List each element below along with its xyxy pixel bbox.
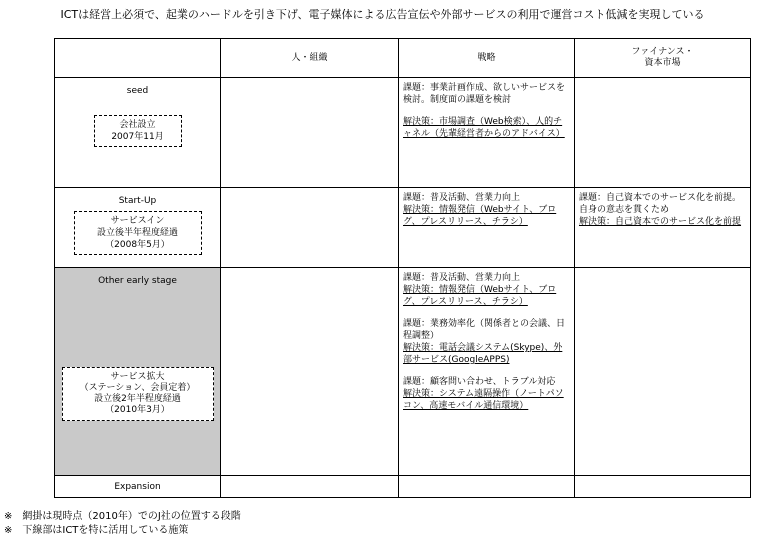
item-text: 情報発信（Webサイト、ブログ、プレスリリース、チラシ） [403,205,557,227]
strategy-item [399,342,574,366]
milestone-box: サービス拡大 （ステーション、会員定着） 設立後2年半程度経過 （2010年3月） [62,367,214,421]
finance-cell-seed [575,78,751,188]
row-seed [55,78,751,188]
item-text: システム遠隔操作（ノートパソコン、高速モバイル通信環境） [403,389,564,411]
stage-name: Expansion [114,482,161,492]
strategy-cell-other-early-stage [399,268,575,476]
item-label: 解決策： [403,117,440,127]
item-text: 自己資本でのサービス化を前提。自身の意志を貫くため [579,193,742,215]
footnote-shading: ※ 網掛は現時点（2010年）でのJ社の位置する段階 [4,511,241,522]
strategy-item [399,284,574,308]
finance-cell-expansion [575,476,751,498]
strategy-cell-expansion [399,476,575,498]
stage-name: seed [126,86,149,96]
stage-name: Start-Up [118,196,157,206]
item-label: 解決策： [403,343,440,353]
header-finance [575,39,751,78]
header-people-org: 人・組織 [221,39,399,78]
header-strategy: 戦略 [399,39,575,78]
people-cell-expansion [221,476,399,498]
strategy-item [399,366,574,388]
strategy-item [399,268,574,284]
strategy-item [399,308,574,342]
item-label: 課題： [403,319,431,329]
item-label: 解決策： [403,389,440,399]
stage-cell-seed [55,78,221,188]
finance-item [575,188,750,216]
item-label: 課題： [403,377,431,387]
item-text: 情報発信（Webサイト、ブログ、プレスリリース、チラシ） [403,285,557,307]
header-stage-cell [55,39,221,78]
item-label: 課題： [579,193,607,203]
item-label: 課題： [403,193,431,203]
strategy-cell-seed [399,78,575,188]
finance-cell-other-early-stage [575,268,751,476]
strategy-item [399,106,574,140]
item-label: 解決策： [403,285,440,295]
row-expansion [55,476,751,498]
item-text: 電話会議システム(Skype)、外部サービス(GoogleAPPS) [403,343,563,365]
strategy-item [399,78,574,106]
strategy-item [399,204,574,228]
stage-cell-expansion [55,476,221,498]
item-label: 課題： [403,83,431,93]
stage-cell-start-up [55,188,221,268]
row-other-early-stage [55,268,751,476]
finance-cell-start-up [575,188,751,268]
item-text: 普及活動、営業力向上 [430,273,521,283]
item-text: 事業計画作成、欲しいサービスを検討。制度面の課題を検討 [403,83,566,105]
stage-name: Other early stage [98,276,177,286]
people-cell-seed [221,78,399,188]
item-label: 課題： [403,273,431,283]
people-cell-other-early-stage [221,268,399,476]
item-text: 自己資本でのサービス化を前提 [615,217,742,227]
header-row [55,39,751,78]
milestone-box: サービスイン 設立後半年程度経過 （2008年5月） [74,211,202,255]
stage-cell-other-early-stage [55,268,221,476]
footnote-underline: ※ 下線部はICTを特に活用している施策 [4,525,189,536]
stage-matrix-table [54,38,751,498]
item-text: 顧客問い合わせ、トラブル対応 [430,377,556,387]
item-text: 業務効率化（関係者との会議、日程調整） [403,319,566,341]
item-text: 普及活動、営業力向上 [430,193,521,203]
milestone-box: 会社設立 2007年11月 [94,115,182,147]
item-text: 市場調査（Web検索）、人的チャネル（先輩経営者からのアドバイス） [403,117,565,139]
header-finance-label: ファイナンス・ 資本市場 [631,47,694,68]
item-label: 解決策： [579,217,616,227]
strategy-item [399,188,574,204]
finance-item [575,216,750,228]
page-headline: ICTは経営上必須で、起業のハードルを引き下げ、電子媒体による広告宣伝や外部サービスの利用で運営コスト低減を実現している [60,8,705,21]
strategy-cell-start-up [399,188,575,268]
strategy-item [399,388,574,412]
item-label: 解決策： [403,205,440,215]
row-start-up [55,188,751,268]
people-cell-start-up [221,188,399,268]
